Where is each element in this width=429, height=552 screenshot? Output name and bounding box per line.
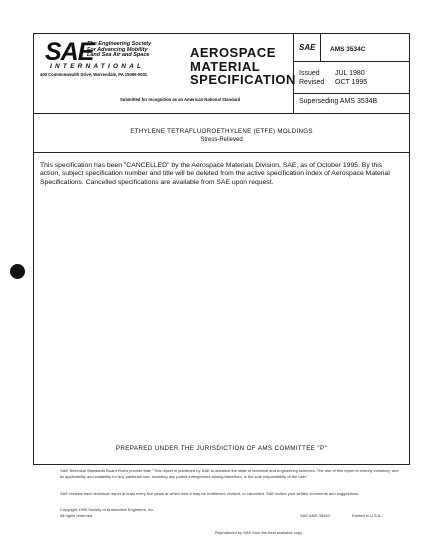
sae-small-logo: SAE	[299, 43, 316, 52]
tagline-line-1: The Engineering Society	[87, 41, 152, 47]
cancellation-notice: This specification has been "CANCELLED" by the Aerospace Materials Division, SAE, as of October 1995. By this action, subject specification number and title will be deleted from the active specification index of Aerospace Material Specifications. Cancelled specifications are available from SAE upon request.	[40, 162, 390, 186]
bottom-note: Reproduced by SAE from the best available copy	[215, 530, 303, 535]
header-divider	[33, 113, 410, 114]
rights: All rights reserved.	[60, 513, 94, 518]
title-divider	[33, 152, 410, 153]
spec-number-divider	[293, 61, 410, 62]
doc-type-line-2: MATERIAL	[190, 58, 261, 74]
superseding-note: Superseding AMS 3534B	[299, 98, 378, 105]
disclaimer-text: SAE Technical Standards Board Rules provide that: "This report is published by SAE to advance the state of technical and engineering sciences. The use of this report is entirely voluntary, and its applicability and suitability for any particular use, including any patent infringement arising therefrom, is the sole responsibility of the user."	[60, 468, 399, 479]
document-subtitle: Stress-Relieved	[200, 137, 243, 143]
tagline-line-2: For Advancing Mobility	[87, 46, 148, 53]
spec-number: AMS 3534C	[330, 46, 366, 53]
doc-code: SAE AMS 3534C	[300, 513, 331, 518]
copyright: Copyright 1995 Society of Automotive Engineers, Inc.	[60, 507, 155, 512]
spec-box-divider	[320, 33, 321, 61]
binder-hole	[10, 264, 25, 279]
logo-tagline	[87, 42, 167, 59]
printed-in: Printed in U.S.A.	[352, 513, 382, 518]
tagline-line-3: Land Sea Air and Space	[87, 52, 150, 58]
doc-type-line-1: AEROSPACE	[190, 45, 276, 60]
sae-logo: SAE	[45, 38, 94, 66]
revised-label: Revised	[299, 79, 325, 86]
review-text: SAE reviews each technical report at least every five years at which time it may be reaffirmed, revised, or cancelled. SAE invites your written comments and suggestions.	[60, 491, 360, 496]
international-label: INTERNATIONAL	[50, 63, 145, 70]
prepared-under: PREPARED UNDER THE JURISDICTION OF AMS COMMITTEE "P"	[115, 445, 328, 452]
submitted-note: Submitted for recognition as an American National Standard	[120, 97, 241, 102]
address: 400 Commonwealth Drive, Warrendale, PA 15096-0001	[40, 72, 148, 77]
doc-type-line-3: SPECIFICATION	[190, 72, 296, 87]
document-title: ETHYLENE TETRAFLUOROETHYLENE (ETFE) MOLDINGS	[130, 128, 313, 135]
issued-date: JUL 1980	[335, 70, 365, 77]
document-type	[190, 46, 296, 87]
revised-date: OCT 1995	[335, 79, 368, 86]
issued-label: Issued	[299, 70, 320, 77]
dates-divider	[293, 93, 410, 94]
